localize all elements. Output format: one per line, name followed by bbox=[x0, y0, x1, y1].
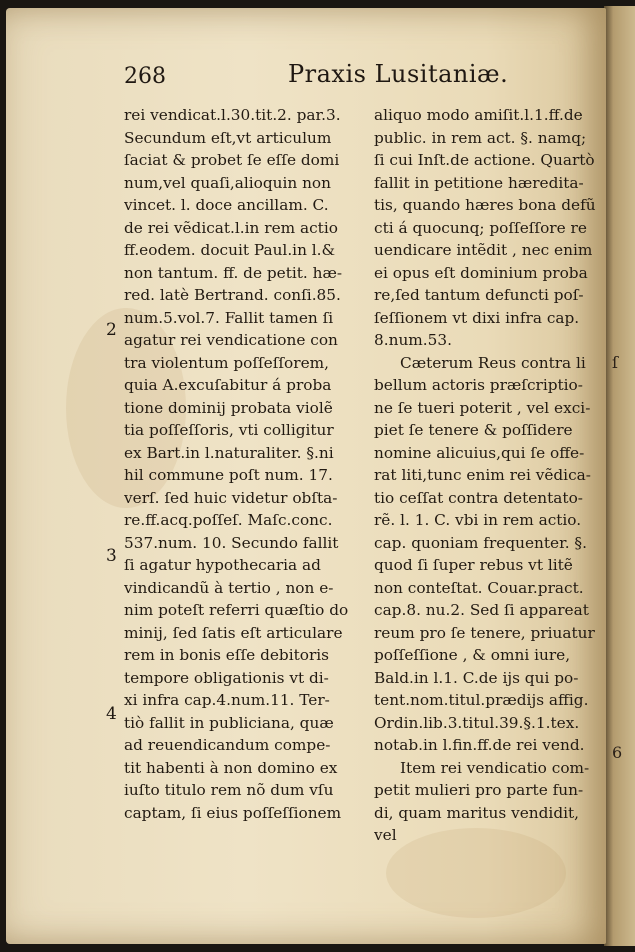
text-line: tia poſſeſſoris, vti colligitur bbox=[124, 421, 334, 439]
text-line: non tantum. ff. de petit. hæ- bbox=[124, 263, 343, 282]
book-page bbox=[6, 8, 606, 944]
text-line: Bald.in l.1. C.de ijs qui po- bbox=[374, 668, 579, 687]
text-line: vel bbox=[374, 826, 397, 844]
text-line: ff.eodem. docuit Paul.in l.& bbox=[124, 241, 336, 259]
text-line: re.ff.acq.poſſeſ. Maſc.conc. bbox=[124, 511, 333, 529]
text-line: ne ſe tueri poterit , vel exci- bbox=[374, 398, 591, 417]
text-line: tiò fallit in publiciana, quæ bbox=[124, 713, 334, 732]
text-line: quod ſi ſuper rebus vt litẽ bbox=[374, 556, 573, 574]
text-line: 537.num. 10. Secundo fallit bbox=[124, 533, 339, 552]
text-line: aliquo modo amiſit.l.1.ff.de bbox=[374, 106, 583, 124]
text-line: tempore obligationis vt di- bbox=[124, 668, 329, 687]
text-line: petit mulieri pro parte fun- bbox=[374, 781, 584, 799]
text-line: re,ſed tantum defuncti poſ- bbox=[374, 286, 584, 304]
text-line: minij, ſed ſatis eſt articulare bbox=[124, 623, 343, 642]
text-line: rei vendicat.l.30.tit.2. par.3. bbox=[124, 106, 341, 124]
text-line: cap. quoniam frequenter. §. bbox=[374, 533, 587, 552]
text-line: agatur rei vendicatione con bbox=[124, 331, 338, 349]
text-line: ei opus eſt dominium proba bbox=[374, 263, 588, 282]
text-line: ſi cui Inſt.de actione. Quartò bbox=[374, 151, 595, 169]
page-header bbox=[6, 58, 606, 98]
text-line: 8.num.53. bbox=[374, 331, 452, 349]
text-line: tent.nom.titul.prædijs affig. bbox=[374, 691, 589, 709]
text-line: tra violentum poſſeſſorem, bbox=[124, 353, 329, 372]
text-line: Item rei vendicatio com- bbox=[400, 758, 590, 777]
folio-number: 268 bbox=[124, 64, 166, 89]
text-line: notab.in l.fin.ff.de rei vend. bbox=[374, 736, 585, 754]
text-line: iuſto titulo rem nõ dum vſu bbox=[124, 781, 334, 799]
text-line: public. in rem act. §. namq; bbox=[374, 128, 587, 147]
text-line: verſ. ſed huic videtur obſta- bbox=[124, 488, 338, 507]
text-line: rem in bonis eſſe debitoris bbox=[124, 646, 330, 664]
text-line: num,vel quaſi,alioquin non bbox=[124, 173, 331, 192]
running-title: Praxis Lusitaniæ. bbox=[288, 60, 509, 88]
text-line: Cæterum Reus contra li bbox=[400, 353, 586, 372]
text-line: nim poteſt referri quæſtio do bbox=[124, 601, 349, 619]
text-line: rẽ. l. 1. C. vbi in rem actio. bbox=[374, 511, 582, 529]
text-line: captam, ſi eius poſſeſſionem bbox=[124, 803, 342, 822]
next-page-mark: 6 bbox=[612, 743, 623, 762]
next-page-edge bbox=[604, 6, 635, 946]
text-line: rat liti,tunc enim rei vẽdica- bbox=[374, 466, 591, 484]
text-line: Ordin.lib.3.titul.39.§.1.tex. bbox=[374, 713, 580, 732]
text-line: uendicare intẽdit , nec enim bbox=[374, 241, 593, 259]
text-line: piet ſe tenere & poſſidere bbox=[374, 421, 573, 439]
text-line: num.5.vol.7. Fallit tamen ſi bbox=[124, 308, 334, 327]
text-line: ſeſſionem vt dixi infra cap. bbox=[374, 308, 580, 327]
text-line: ſaciat & probet ſe eſſe domi bbox=[124, 151, 340, 169]
text-line: tio ceſſat contra detentato- bbox=[374, 488, 583, 507]
text-line: Secundum eſt,vt articulum bbox=[124, 128, 332, 147]
text-line: quia A.excuſabitur á proba bbox=[124, 376, 332, 394]
text-line: hil commune poſt num. 17. bbox=[124, 466, 333, 484]
text-line: poſſeſſione , & omni iure, bbox=[374, 646, 571, 664]
text-line: cap.8. nu.2. Sed ſi appareat bbox=[374, 601, 589, 619]
text-line: red. latè Bertrand. conſi.85. bbox=[124, 286, 341, 304]
text-line: ſi agatur hypothecaria ad bbox=[124, 556, 321, 574]
text-line: nomine alicuius,qui ſe offe- bbox=[374, 443, 585, 462]
text-line: tit habenti à non domino ex bbox=[124, 758, 338, 777]
text-line: de rei vẽdicat.l.in rem actio bbox=[124, 218, 338, 237]
text-line: bellum actoris præſcriptio- bbox=[374, 376, 583, 394]
margin-number: 3 bbox=[106, 546, 117, 566]
text-line: tione dominij probata violẽ bbox=[124, 398, 333, 417]
text-line: ad reuendicandum compe- bbox=[124, 736, 331, 754]
next-page-mark: ſ bbox=[612, 353, 618, 372]
margin-number: 4 bbox=[106, 704, 117, 724]
text-line: fallit in petitione hæredita- bbox=[374, 173, 584, 192]
text-line: vindicandũ à tertio , non e- bbox=[124, 578, 334, 597]
text-line: ex Bart.in l.naturaliter. §.ni bbox=[124, 443, 334, 462]
text-line: reum pro ſe tenere, priuatur bbox=[374, 623, 595, 642]
right-text-column bbox=[374, 104, 604, 847]
text-line: di, quam maritus vendidit, bbox=[374, 803, 580, 822]
text-line: non conteſtat. Couar.pract. bbox=[374, 578, 584, 597]
left-text-column bbox=[124, 104, 364, 824]
margin-number: 2 bbox=[106, 320, 117, 340]
text-line: vincet. l. doce ancillam. C. bbox=[124, 196, 329, 214]
text-line: xi infra cap.4.num.11. Ter- bbox=[124, 691, 330, 709]
text-line: tis, quando hæres bona defũ bbox=[374, 196, 596, 214]
text-line: cti á quocunq; poſſeſſore re bbox=[374, 218, 587, 237]
